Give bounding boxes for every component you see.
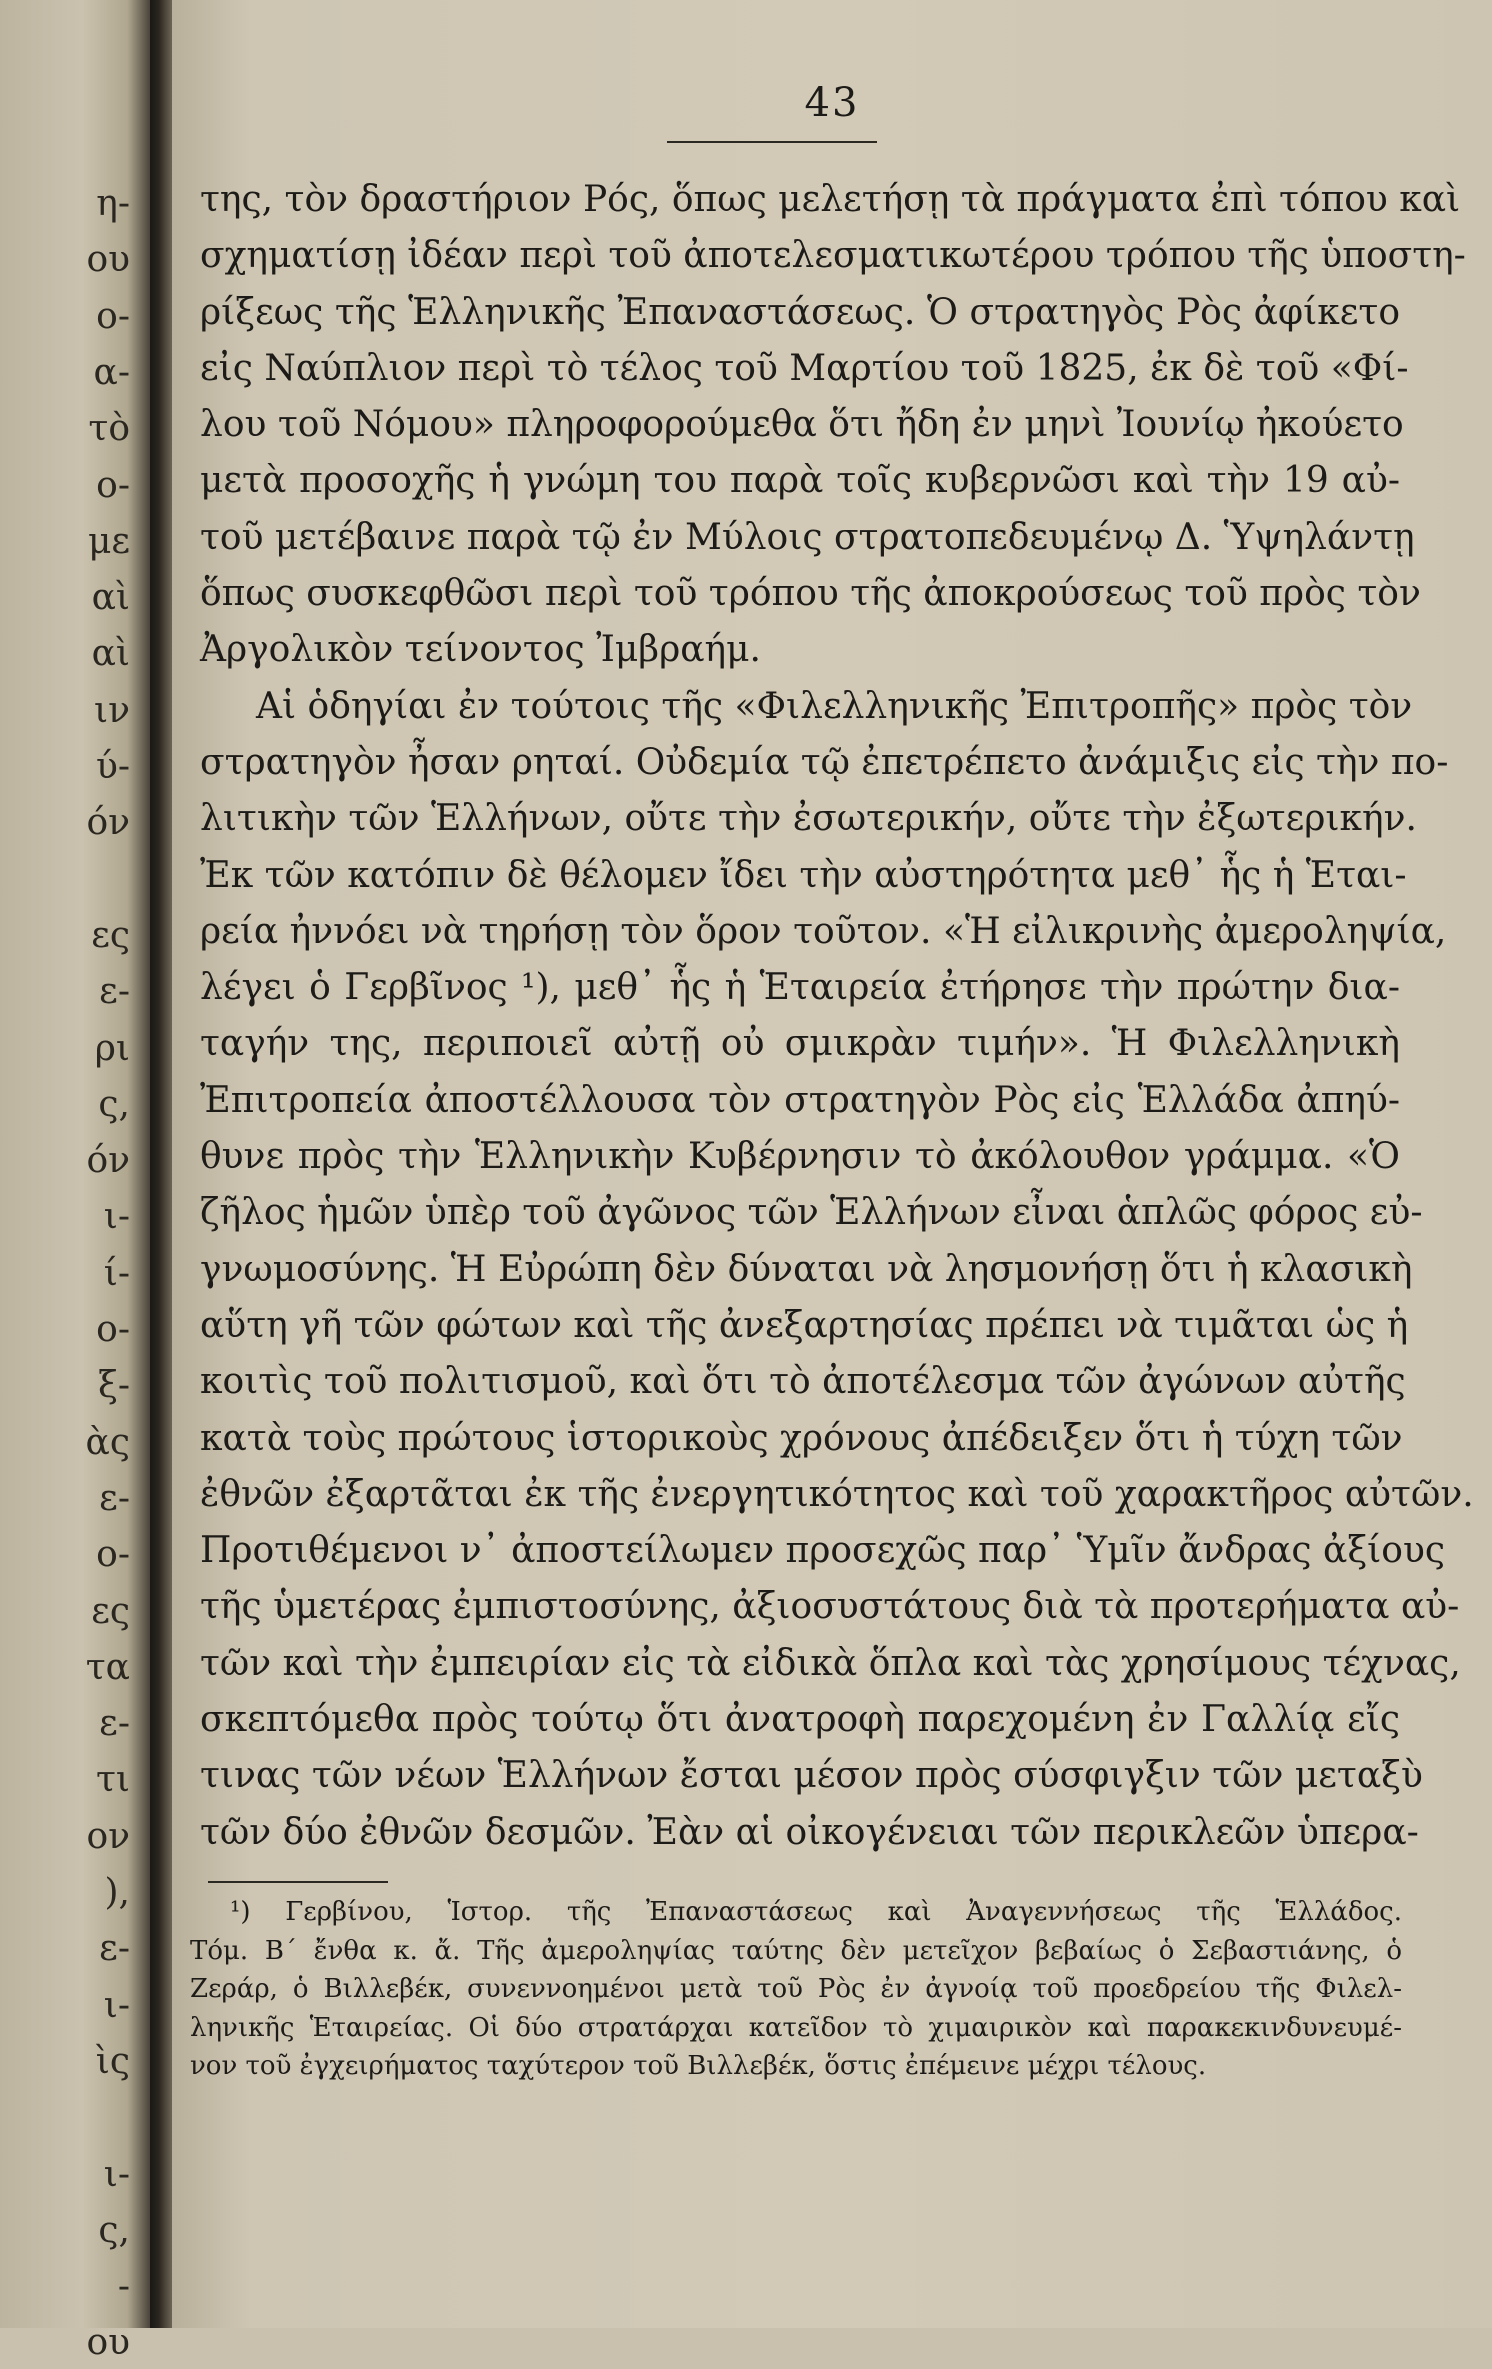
prev-page-fragment: ε- [99, 1477, 130, 1519]
prev-page-fragment: ς, [98, 2209, 130, 2251]
text-line: Ἐπιτροπεία ἀποστέλλουσα τὸν στρατηγὸν Ρὸς εἰς Ἑλλάδα ἀπηύ- [200, 1079, 1400, 1121]
text-line: τῶν δύο ἐθνῶν δεσμῶν. Ἐὰν αἱ οἰκογένειαι τῶν περικλεῶν ὑπερα- [200, 1811, 1419, 1853]
text-line: ρίξεως τῆς Ἑλληνικῆς Ἐπαναστάσεως. Ὁ στρατηγὸς Ρὸς ἀφίκετο [200, 291, 1400, 333]
prev-page-fragment: ὶς [95, 2040, 130, 2082]
text-line: θυνε πρὸς τὴν Ἑλληνικὴν Κυβέρνησιν τὸ ἀκόλουθον γράμμα. «Ὁ [200, 1136, 1400, 1178]
text-line: στρατηγὸν ἦσαν ρηταί. Οὐδεμία τῷ ἐπετρέπετο ἀνάμιξις εἰς τὴν πο- [200, 741, 1449, 783]
prev-page-fragment: η- [96, 183, 130, 224]
text-line: τῆς ὑμετέρας ἐμπιστοσύνης, ἀξιοσυστάτους διὰ τὰ προτερήματα αὐ- [200, 1586, 1460, 1628]
text-line: λιτικὴν τῶν Ἑλλήνων, οὔτε τὴν ἐσωτερικήν, οὔτε τὴν ἐξωτερικήν. [200, 798, 1417, 840]
text-line: τῶν καὶ τὴν ἐμπειρίαν εἰς τὰ εἰδικὰ ὅπλα καὶ τὰς χρησίμους τέχνας, [200, 1642, 1461, 1684]
footnote-line: ληνικῆς Ἑταιρείας. Οἱ δύο στρατάρχαι κατεῖδον τὸ χιμαιρικὸν καὶ παρακεκινδυνευμέ- [190, 2012, 1402, 2043]
prev-page-fragment: ου [86, 2322, 130, 2364]
body-text [200, 172, 1474, 1861]
prev-page-fragment: ες [91, 914, 130, 956]
prev-page-fragment: ε- [99, 1703, 130, 1745]
prev-page-fragment: ιν [94, 689, 130, 731]
text-line: γνωμοσύνης. Ἡ Εὐρώπη δὲν δύναται νὰ λησμονήσῃ ὅτι ἡ κλασικὴ [200, 1248, 1413, 1290]
text-line: λου τοῦ Νόμου» πληροφορούμεθα ὅτι ἤδη ἐν μηνὶ Ἰουνίῳ ἠκούετο [200, 404, 1404, 446]
header-rule [667, 141, 877, 143]
text-line: ρεία ἠννόει νὰ τηρήσῃ τὸν ὅρον τοῦτον. «Ἡ εἰλικρινὴς ἀμεροληψία, [200, 910, 1447, 952]
prev-page-fragment: ρι [94, 1027, 130, 1069]
text-line: εἰς Ναύπλιον περὶ τὸ τέλος τοῦ Μαρτίου τοῦ 1825, ἐκ δὲ τοῦ «Φί- [200, 347, 1409, 389]
text-line: τινας τῶν νέων Ἑλλήνων ἔσται μέσον πρὸς σύσφιγξιν τῶν μεταξὺ [200, 1755, 1423, 1797]
footnotes [190, 1893, 1402, 2086]
prev-page-fragment: ), [104, 1872, 130, 1913]
text-line: Προτιθέμενοι ν᾽ ἀποστείλωμεν προσεχῶς παρ᾽ Ὑμῖν ἄνδρας ἀξίους [200, 1530, 1445, 1572]
previous-page-edge [0, 0, 150, 2364]
prev-page-fragment: ύ- [95, 746, 130, 787]
prev-page-fragment: ο- [96, 295, 130, 337]
prev-page-fragment: α- [93, 351, 130, 393]
text-line: αὕτη γῆ τῶν φώτων καὶ τῆς ἀνεξαρτησίας πρέπει νὰ τιμᾶται ὡς ἡ [200, 1304, 1409, 1346]
text-line: κατὰ τοὺς πρώτους ἱστορικοὺς χρόνους ἀπέδειξεν ὅτι ἡ τύχη τῶν [200, 1417, 1403, 1459]
prev-page-fragment: ι- [103, 1984, 130, 2026]
text-line: ζῆλος ἡμῶν ὑπὲρ τοῦ ἀγῶνος τῶν Ἑλλήνων εἶναι ἁπλῶς φόρος εὐ- [200, 1192, 1423, 1234]
prev-page-fragment: ον [86, 1815, 130, 1857]
text-line: ταγήν της, περιποιεῖ αὐτῇ οὐ σμικρὰν τιμήν». Ἡ Φιλελληνικὴ [200, 1023, 1400, 1065]
prev-page-fragment: - [117, 2266, 130, 2308]
text-line: κοιτὶς τοῦ πολιτισμοῦ, καὶ ὅτι τὸ ἀποτέλεσμα τῶν ἀγώνων αὐτῆς [200, 1361, 1406, 1403]
prev-page-fragment: ο- [96, 1309, 130, 1350]
prev-page-fragment: ο- [96, 464, 130, 506]
prev-page-fragment: αὶ [91, 633, 130, 675]
prev-page-fragment: ου [86, 239, 130, 281]
prev-page-fragment: αὶ [91, 577, 130, 619]
prev-page-fragment: τι [95, 1759, 130, 1801]
prev-page-fragment: ς, [98, 1083, 130, 1125]
prev-page-fragment: ες [91, 1590, 130, 1632]
text-line: Ἐκ τῶν κατόπιν δὲ θέλομεν ἴδει τὴν αὐστηρότητα μεθ᾽ ἧς ἡ Ἑται- [200, 854, 1407, 896]
footnote-line: νον τοῦ ἐγχειρήματος ταχύτερον τοῦ Βιλλεβέκ, ὅστις ἐπέμεινε μέχρι τέλους. [190, 2051, 1207, 2081]
prev-page-fragment: όν [86, 1140, 130, 1182]
text-line: λέγει ὁ Γερβῖνος ¹), μεθ᾽ ἧς ἡ Ἑταιρεία ἐτήρησε τὴν πρώτην δια- [200, 967, 1400, 1009]
prev-page-fragment: ι- [103, 1196, 130, 1238]
footnote-rule [208, 1881, 388, 1883]
book-page [172, 0, 1492, 2328]
prev-page-fragment: ι- [103, 2153, 130, 2195]
text-line: ὅπως συσκεφθῶσι περὶ τοῦ τρόπου τῆς ἀποκρούσεως τοῦ πρὸς τὸν [200, 573, 1421, 615]
prev-page-fragment: ο- [96, 1534, 130, 1576]
text-line: σκεπτόμεθα πρὸς τούτῳ ὅτι ἀνατροφὴ παρεχομένη ἐν Γαλλίᾳ εἴς [200, 1699, 1400, 1741]
footnote-line: Τόμ. Β΄ ἔνθα κ. ἄ. Τῆς ἀμεροληψίας ταύτης δὲν μετεῖχον βεβαίως ὁ Σεβαστιάνης, ὁ [190, 1935, 1402, 1966]
text-line: της, τὸν δραστήριον Ρός, ὅπως μελετήσῃ τὰ πράγματα ἐπὶ τόπου καὶ [200, 179, 1461, 220]
book-gutter [150, 0, 172, 2328]
text-line: Ἀργολικὸν τείνοντος Ἰμβραήμ. [200, 629, 761, 671]
prev-page-fragment: ί- [103, 1252, 130, 1294]
prev-page-fragment: με [87, 520, 130, 562]
text-line: σχηματίσῃ ἰδέαν περὶ τοῦ ἀποτελεσματικωτέρου τρόπου τῆς ὑποστη- [200, 235, 1466, 277]
prev-page-fragment: όν [86, 802, 130, 844]
text-line: ἐθνῶν ἐξαρτᾶται ἐκ τῆς ἐνεργητικότητος καὶ τοῦ χαρακτῆρος αὐτῶν. [200, 1473, 1474, 1515]
text-line: μετὰ προσοχῆς ἡ γνώμη του παρὰ τοῖς κυβερνῶσι καὶ τὴν 19 αὐ- [200, 460, 1400, 502]
prev-page-fragment: ὰς [85, 1421, 130, 1463]
footnote-line: ¹) Γερβίνου, Ἱστορ. τῆς Ἐπαναστάσεως καὶ Ἀναγεννήσεως τῆς Ἑλλάδος. [230, 1897, 1402, 1927]
text-line: Αἱ ὁδηγίαι ἐν τούτοις τῆς «Φιλελληνικῆς Ἐπιτροπῆς» πρὸς τὸν [256, 685, 1413, 727]
text-line: τοῦ μετέβαινε παρὰ τῷ ἐν Μύλοις στρατοπεδευμένῳ Δ. Ὑψηλάντῃ [200, 516, 1415, 558]
prev-page-fragment: τὸ [88, 408, 130, 450]
prev-page-fragment: ξ- [98, 1365, 130, 1407]
page-number: 43 [804, 80, 860, 126]
prev-page-fragment: ε- [99, 1928, 130, 1970]
footnote-line: Ζεράρ, ὁ Βιλλεβέκ, συνεννοημένοι μετὰ τοῦ Ρὸς ἐν ἀγνοίᾳ τοῦ προεδρείου τῆς Φιλελ- [190, 1974, 1402, 2004]
prev-page-fragment: τα [85, 1646, 130, 1688]
prev-page-fragment: ε- [99, 971, 130, 1013]
